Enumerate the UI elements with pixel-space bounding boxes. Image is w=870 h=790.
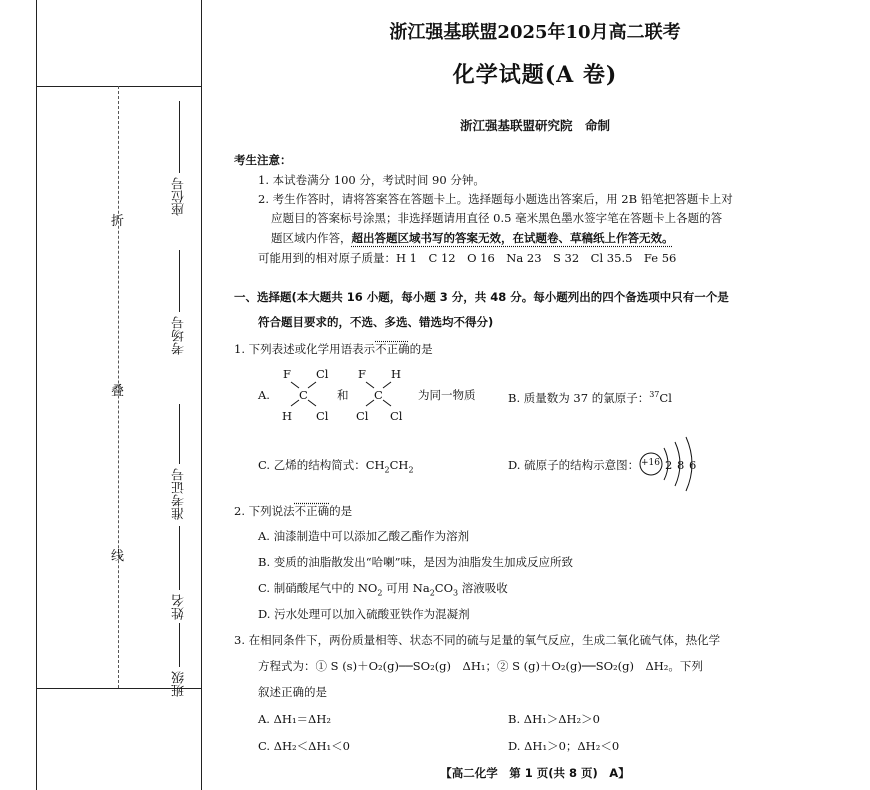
notice-item-2-b: 应题目的答案标号涂黑；非选择题请用直径 0.5 毫米黑色墨水签字笔在答题卡上各题的答 xyxy=(271,211,723,225)
q3-option-a: A. ΔH₁＝ΔH₂ xyxy=(258,712,332,726)
q1-option-a-tail: 为同一物质 xyxy=(418,388,476,402)
q2-option-d: D. 污水处理可以加入硫酸亚铁作为混凝剂 xyxy=(258,607,470,621)
atomic-masses: 可能用到的相对原子质量：H 1 C 12 O 16 Na 23 S 32 Cl 35.5 Fe 56 xyxy=(258,251,677,265)
notice-item-2-c: 题区域内作答，超出答题区域书写的答案无效，在试题卷、草稿纸上作答无效。 xyxy=(271,231,674,245)
q3-option-c: C. ΔH₂＜ΔH₁＜0 xyxy=(258,739,350,753)
q1-and: 和 xyxy=(337,388,349,402)
section-1-line-1: 一、选择题(本大题共 16 小题，每小题 3 分，共 48 分。每小题列出的四个备选项中只有一个是 xyxy=(234,290,729,304)
field-exam-room[interactable]: 考场号 xyxy=(170,245,190,355)
field-class[interactable]: 班级 xyxy=(170,615,190,697)
q1-molecule-1-bonds xyxy=(280,370,330,415)
q1-option-a-label: A. xyxy=(258,388,270,402)
sulfur-shell-2: 8 xyxy=(677,458,685,472)
notice-item-1: 1. 本试卷满分 100 分，考试时间 90 分钟。 xyxy=(258,173,485,187)
fold-char-3: 线 xyxy=(111,549,125,564)
sulfur-shell-1: 2 xyxy=(665,458,673,472)
q2-option-c: C. 制硝酸尾气中的 $NO_2$ 可用 $Na_2CO_3$ 溶液吸收 xyxy=(258,581,508,598)
page-footer: 【高二化学 第 1 页(共 8 页) A】 xyxy=(440,766,630,780)
q2-stem: 2. 下列说法不正确的是 xyxy=(234,504,353,518)
field-name[interactable]: 姓名 xyxy=(170,515,190,620)
notice-heading: 考生注意： xyxy=(234,153,292,167)
field-admission-ticket[interactable]: 准考证号 xyxy=(170,400,190,520)
q1-option-b: B. 质量数为 37 的氯原子：$^{37}$Cl xyxy=(508,390,672,405)
q2-option-b: B. 变质的油脂散发出“哈喇”味，是因为油脂发生加成反应所致 xyxy=(258,555,574,569)
notice-item-2-a: 2. 考生作答时，请将答案答在答题卡上。选择题每小题选出答案后，用 2B 铅笔把答题卡上对 xyxy=(258,192,733,206)
notice-warning: 超出答题区域书写的答案无效，在试题卷、草稿纸上作答无效。 xyxy=(351,231,674,245)
sulfur-nucleus: +16 xyxy=(641,458,660,468)
fold-char-1: 折 xyxy=(111,214,125,229)
q1-stem: 1. 下列表述或化学用语表示不正确的是 xyxy=(234,342,433,356)
q3-option-b: B. ΔH₁＞ΔH₂＞0 xyxy=(508,712,600,726)
q3-option-d: D. ΔH₁＞0；ΔH₂＜0 xyxy=(508,739,620,753)
q1-option-c: C. 乙烯的结构简式：$CH_2CH_2$ xyxy=(258,458,414,475)
q3-stem-line-1: 3. 在相同条件下，两份质量相等、状态不同的硫与足量的氧气反应，生成二氧化硫气体，热化学 xyxy=(234,633,721,647)
q3-stem-line-2: 方程式为：① S (s)＋O₂(g)──SO₂(g) ΔH₁；② S (g)＋O₂(g)──SO₂(g) ΔH₂。下列 xyxy=(258,659,703,673)
fold-char-2: 叠 xyxy=(111,384,125,399)
q2-option-a: A. 油漆制造中可以添加乙酸乙酯作为溶剂 xyxy=(258,529,470,543)
q1-option-d: D. 硫原子的结构示意图： xyxy=(508,458,640,472)
author-line: 浙江强基联盟研究院 命制 xyxy=(459,118,610,133)
q3-stem-line-3: 叙述正确的是 xyxy=(258,685,327,699)
exam-title: 浙江强基联盟2025年10月高二联考 xyxy=(389,22,681,43)
subject-title: 化学试题(A 卷) xyxy=(452,62,618,88)
q1-molecule-2-bonds xyxy=(355,370,405,415)
sulfur-shell-3: 6 xyxy=(689,458,697,472)
section-1-line-2: 符合题目要求的，不选、多选、错选均不得分) xyxy=(258,315,494,329)
binding-top-line xyxy=(37,86,201,87)
field-seat-number[interactable]: 座位号 xyxy=(170,96,190,216)
